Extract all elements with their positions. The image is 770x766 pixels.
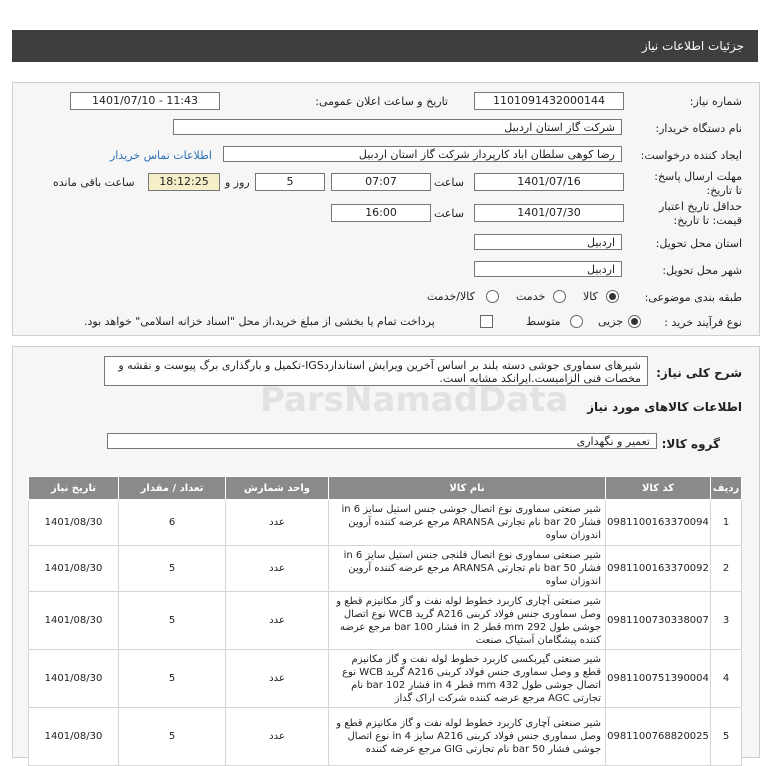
table-row — [29, 650, 742, 708]
row-qty: 5 — [119, 592, 226, 650]
treasury-payment-checkbox[interactable] — [480, 315, 493, 328]
announce-datetime-field: 1401/07/10 - 11:43 — [70, 92, 220, 110]
items-table — [28, 476, 742, 766]
row-date: 1401/08/30 — [29, 592, 119, 650]
row-name: شیر صنعتی آچاری کاربرد خطوط لوله نفت و گاز مکانیزم قطع و وصل سماوری جنس فولاد کربنی A216 سایز 4 in نوع اتصال جوشی فشار 50 bar نام تجارتی GIG مرجع عرضه کننده — [329, 708, 606, 766]
deadline-time-label: ساعت — [434, 176, 464, 189]
requester-label: ایجاد کننده درخواست: — [640, 149, 742, 162]
watermark-logo: ParsNamadData — [260, 380, 569, 420]
row-date: 1401/08/30 — [29, 650, 119, 708]
process-medium-label: متوسط — [526, 315, 561, 328]
province-field: اردبیل — [474, 234, 622, 250]
buyer-org-field: شرکت گاز استان اردبیل — [173, 119, 622, 135]
deadline-label-text: مهلت ارسال پاسخ: تا تاریخ: — [654, 170, 742, 197]
row-unit: عدد — [226, 592, 329, 650]
goods-group-field: تعمیر و نگهداری — [107, 433, 657, 449]
col-name-header: نام کالا — [329, 477, 606, 500]
validity-label — [646, 200, 742, 228]
row-index: 2 — [711, 546, 742, 592]
process-radio-minor[interactable] — [628, 315, 641, 328]
goods-group-label: گروه کالا: — [661, 437, 720, 451]
table-row — [29, 592, 742, 650]
treasury-payment-note: پرداخت تمام یا بخشی از مبلغ خرید،از محل "اسناد خزانه اسلامی" خواهد بود. — [84, 315, 435, 328]
row-name: شیر صنعتی سماوری نوع اتصال جوشی جنس استیل سایز 6 in فشار 20 bar نام تجارتی ARANSA مرجع عرضه کننده آروین اندوزان ساوه — [329, 500, 606, 546]
category-goods-label: کالا — [583, 290, 598, 303]
col-qty-header: تعداد / مقدار — [119, 477, 226, 500]
process-radio-medium[interactable] — [570, 315, 583, 328]
announce-datetime-label: تاریخ و ساعت اعلان عمومی: — [315, 95, 448, 108]
row-index: 4 — [711, 650, 742, 708]
row-date: 1401/08/30 — [29, 708, 119, 766]
row-index: 1 — [711, 500, 742, 546]
remaining-time-label: ساعت باقی مانده — [53, 176, 135, 189]
row-name: شیر صنعتی آچاری کاربرد خطوط لوله نفت و گاز مکانیزم قطع و وصل سماوری جنس فولاد کربنی A216 گرید WCB نوع اتصال جوشی طول 292 mm قطر 2 in فشار 100 bar مرجع عرضه کننده پیشگامان آستیاک صنعت — [329, 592, 606, 650]
need-number-label: شماره نیاز: — [689, 95, 742, 108]
row-qty: 5 — [119, 650, 226, 708]
description-label: شرح کلی نیاز: — [656, 366, 742, 380]
description-field: شیرهای سماوری جوشی دسته بلند بر اساس آخرین ویرایش استانداردIGS-تکمیل و بارگذاری برگ پیوست و نقشه و مخصات فنی الزامیست.ایرانکد مشابه است. — [104, 356, 648, 386]
validity-time-field: 16:00 — [331, 204, 431, 222]
category-both-label: کالا/خدمت — [427, 290, 475, 303]
goods-info-title: اطلاعات کالاهای مورد نیاز — [587, 400, 742, 414]
province-label: استان محل تحویل: — [655, 237, 742, 250]
row-unit: عدد — [226, 708, 329, 766]
page-header — [12, 30, 758, 62]
category-label: طبقه بندی موضوعی: — [644, 291, 742, 304]
validity-date-field: 1401/07/30 — [474, 204, 624, 222]
deadline-date-field: 1401/07/16 — [474, 173, 624, 191]
deadline-label — [652, 170, 742, 198]
row-qty: 5 — [119, 708, 226, 766]
buyer-org-label: نام دستگاه خریدار: — [655, 122, 742, 135]
row-code: 0981100751390004 — [606, 650, 711, 708]
deadline-time-field: 07:07 — [331, 173, 431, 191]
process-minor-label: جزیی — [598, 315, 624, 328]
category-radio-goods[interactable] — [606, 290, 619, 303]
row-index: 3 — [711, 592, 742, 650]
validity-label-text: حداقل تاریخ اعتبار قیمت: تا تاریخ: — [658, 200, 742, 227]
validity-time-label: ساعت — [434, 207, 464, 220]
category-radio-both[interactable] — [486, 290, 499, 303]
process-label: نوع فرآیند خرید : — [664, 316, 742, 329]
page-title: جزئیات اطلاعات نیاز — [641, 39, 744, 53]
col-date-header: تاریخ نیاز — [29, 477, 119, 500]
days-field: 5 — [255, 173, 325, 191]
row-code: 0981100768820025 — [606, 708, 711, 766]
table-row — [29, 500, 742, 546]
contact-buyer-link[interactable]: اطلاعات تماس خریدار — [110, 149, 212, 162]
city-field: اردبیل — [474, 261, 622, 277]
table-row — [29, 708, 742, 766]
col-code-header: کد کالا — [606, 477, 711, 500]
row-name: شیر صنعتی گیربکسی کاربرد خطوط لوله نفت و گاز مکانیزم قطع و وصل سماوری جنس فولاد کربنی A216 گرید WCB نوع اتصال جوشی طول 432 mm قطر 4 in فشار 102 bar نام تجارتی AGC مرجع عرضه کننده شرکت اراک گداز — [329, 650, 606, 708]
row-unit: عدد — [226, 500, 329, 546]
requester-field: رضا کوهی سلطان اباد کارپرداز شرکت گاز استان اردبیل — [223, 146, 622, 162]
table-row — [29, 546, 742, 592]
row-date: 1401/08/30 — [29, 500, 119, 546]
row-name: شیر صنعتی سماوری نوع اتصال فلنجی جنس استیل سایز 6 in فشار 50 bar نام تجارتی ARANSA مرجع عرضه کننده آروین اندوزان ساوه — [329, 546, 606, 592]
category-radio-service[interactable] — [553, 290, 566, 303]
row-unit: عدد — [226, 546, 329, 592]
category-service-label: خدمت — [516, 290, 546, 303]
row-index: 5 — [711, 708, 742, 766]
days-label: روز و — [225, 176, 250, 189]
city-label: شهر محل تحویل: — [662, 264, 742, 277]
row-qty: 6 — [119, 500, 226, 546]
row-unit: عدد — [226, 650, 329, 708]
need-number-field: 1101091432000144 — [474, 92, 624, 110]
row-code: 0981100163370094 — [606, 500, 711, 546]
col-index-header: ردیف — [711, 477, 742, 500]
row-code: 0981100163370092 — [606, 546, 711, 592]
remaining-time-field: 18:12:25 — [148, 173, 220, 191]
col-unit-header: واحد شمارش — [226, 477, 329, 500]
row-qty: 5 — [119, 546, 226, 592]
row-code: 0981100730338007 — [606, 592, 711, 650]
items-table-header — [29, 477, 742, 500]
row-date: 1401/08/30 — [29, 546, 119, 592]
